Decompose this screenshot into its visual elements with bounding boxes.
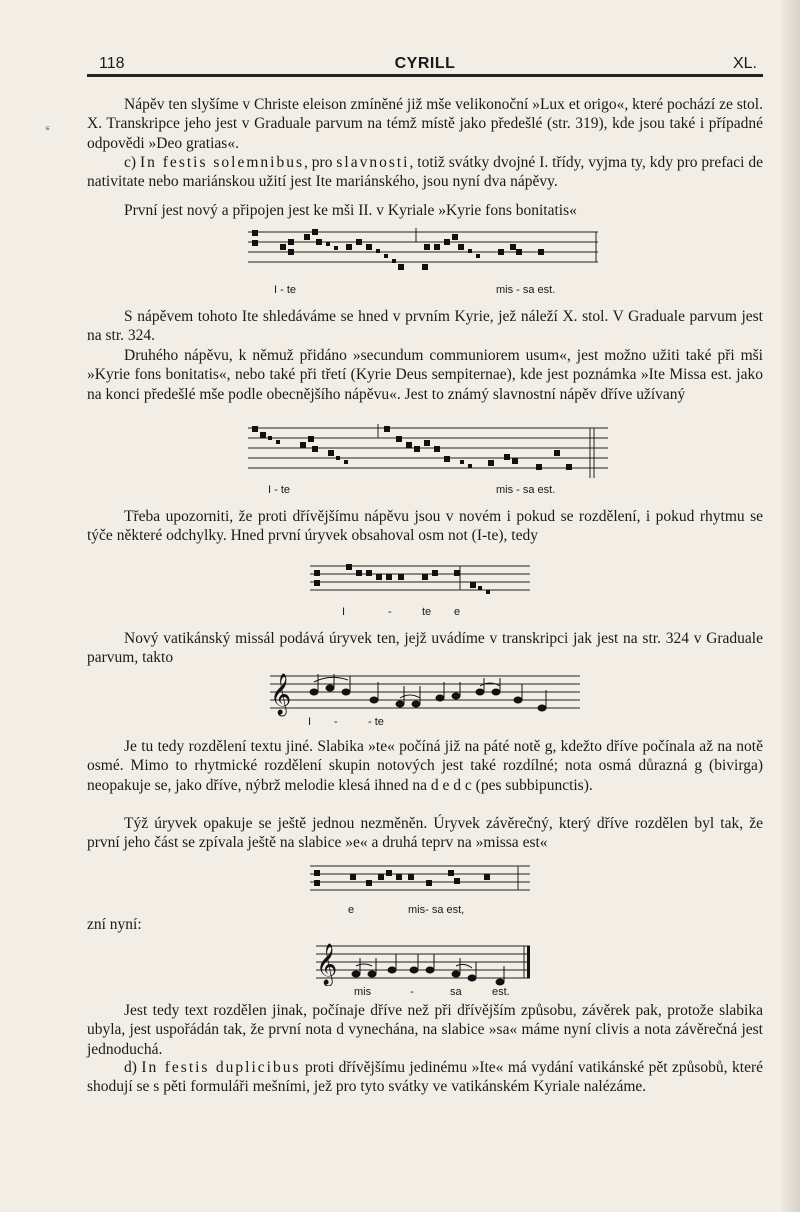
paragraph-6: Třeba upozorniti, že proti dřívějšímu nápěvu jsou v novém i pokud se rozdělení, i pokud rhytmu se týče některé odchylky. Hned první úryvek obsahoval osm not (I-te), tedy: [87, 508, 763, 545]
paragraph-11: Jest tedy text rozdělen jinak, počínaje dříve než při dřívějším způsobu, závěrek pak, protože slabika ubyla, jest uspořádán tak, že první nota d vynechána, na slabice »sa« máme nyní clivis a nota závěrečná jest jednoduchá.: [87, 1002, 763, 1058]
paragraph-1: Nápěv ten slyšíme v Christe eleison zmíněné již mše velikonoční »Lux et origo«, které pochází ze stol. X. Transkripce jeho jest v Graduale parvum na témž místě jako předešlé (str. 319), kde jsou také i případné odpovědi »Deo gratias«.: [87, 96, 763, 152]
modern-staff-6: [316, 940, 536, 986]
lyric-te: te: [422, 606, 432, 618]
running-title: CYRILL: [394, 55, 456, 72]
chant-staff-5: [310, 860, 530, 900]
chant-staff-2: [248, 420, 608, 482]
paragraph-7: Nový vatikánský missál podává úryvek ten, jejž uvádíme v transkripci jak jest na str. 324 v Graduale parvum, takto: [87, 630, 763, 667]
paragraph-10: zní nyní:: [87, 916, 142, 933]
paragraph-2: c) In festis solemnibus, pro slavnosti, totiž svátky dvojné I. třídy, vyjma ty, kdy pro prefaci de nativitate nebo mariánskou užití jest Ite mariánského, jsou nyní dva nápěvy.: [87, 154, 763, 191]
page-header: [87, 55, 763, 75]
page-number: 118: [99, 55, 125, 72]
chant-example-3: [310, 560, 530, 618]
lyric-e: e: [348, 904, 355, 916]
lyric-missa-est: mis- sa est,: [408, 904, 465, 916]
lyric-dash: -: [410, 986, 414, 998]
svg-text:𝄞: 𝄞: [316, 944, 338, 985]
lyric-ite: I - te: [268, 484, 291, 496]
paragraph-4: S nápěvem tohoto Ite shledáváme se hned v prvním Kyrie, jež náleží X. stol. V Graduale parvum jest na str. 324.: [87, 308, 763, 345]
chant-staff-1: [248, 222, 598, 282]
lyric-missa-est: mis - sa est.: [496, 484, 556, 496]
margin-mark: ᶝ: [46, 123, 50, 138]
chant-example-1: [248, 222, 598, 296]
chant-staff-3: [310, 560, 530, 604]
lyric-sa: sa: [450, 986, 462, 998]
lyric-i: I: [342, 606, 346, 618]
lyric-dash: -: [334, 716, 338, 728]
lyric-ite: I - te: [274, 284, 297, 296]
modern-example-6: [316, 940, 536, 998]
chapter-number: XL.: [732, 55, 757, 72]
lyric-missa-est: mis - sa est.: [496, 284, 556, 296]
svg-text:𝄞: 𝄞: [270, 674, 292, 715]
page-edge: [782, 0, 800, 1212]
lyric-i: I: [308, 716, 312, 728]
paragraph-8: Je tu tedy rozdělení textu jiné. Slabika »te« počíná již na páté notě g, kdežto dříve počínala až na notě osmé. Mimo to rhytmické rozdělení skupin notových jest také rozdílné; nota osmá důrazná g (bivirga) neopakuje se, jako dříve, nýbrž melodie klesá ihned na d e d c (pes subbipunctis).: [87, 738, 763, 794]
lyric-dash: -: [388, 606, 392, 618]
paragraph-12: d) In festis duplicibus proti dřívějšímu jedinému »Ite« má vydání vatikánské pět způsobů, které shodují se s pěti formuláři mešními, jež pro tyto svátky ve vatikánském Kyriale nalézáme.: [87, 1059, 763, 1096]
lyric-e: e: [454, 606, 461, 618]
chant-example-5: [310, 860, 530, 916]
lyric-est: est.: [492, 986, 510, 998]
paragraph-9: Týž úryvek opakuje se ještě jednou nezměněn. Úryvek závěrečný, který dříve rozdělen byl tak, že první jeho část se zpívala ještě na slabice »e« a druhá teprv na »missa est«: [87, 815, 763, 852]
chant-example-2: [248, 420, 608, 496]
modern-staff-4: [270, 668, 580, 718]
header-rule: [87, 74, 763, 77]
modern-example-4: [270, 668, 580, 728]
paragraph-5: Druhého nápěvu, k němuž přidáno »secundum communiorem usum«, jest možno užiti také při mši »Kyrie fons bonitatis«, nebo také při třetí (Kyrie Deus sempiternae), kde jest poznámka »Ite Missa est. jako na konci předešlé mše podle obecnějšího nápěvu«. Jest to známý slavnostní nápěv dříve užívaný: [87, 347, 763, 403]
lyric-mis: mis: [354, 986, 372, 998]
lyric-te: - te: [368, 716, 384, 728]
paragraph-3: První jest nový a připojen jest ke mši II. v Kyriale »Kyrie fons bonitatis«: [124, 202, 577, 219]
